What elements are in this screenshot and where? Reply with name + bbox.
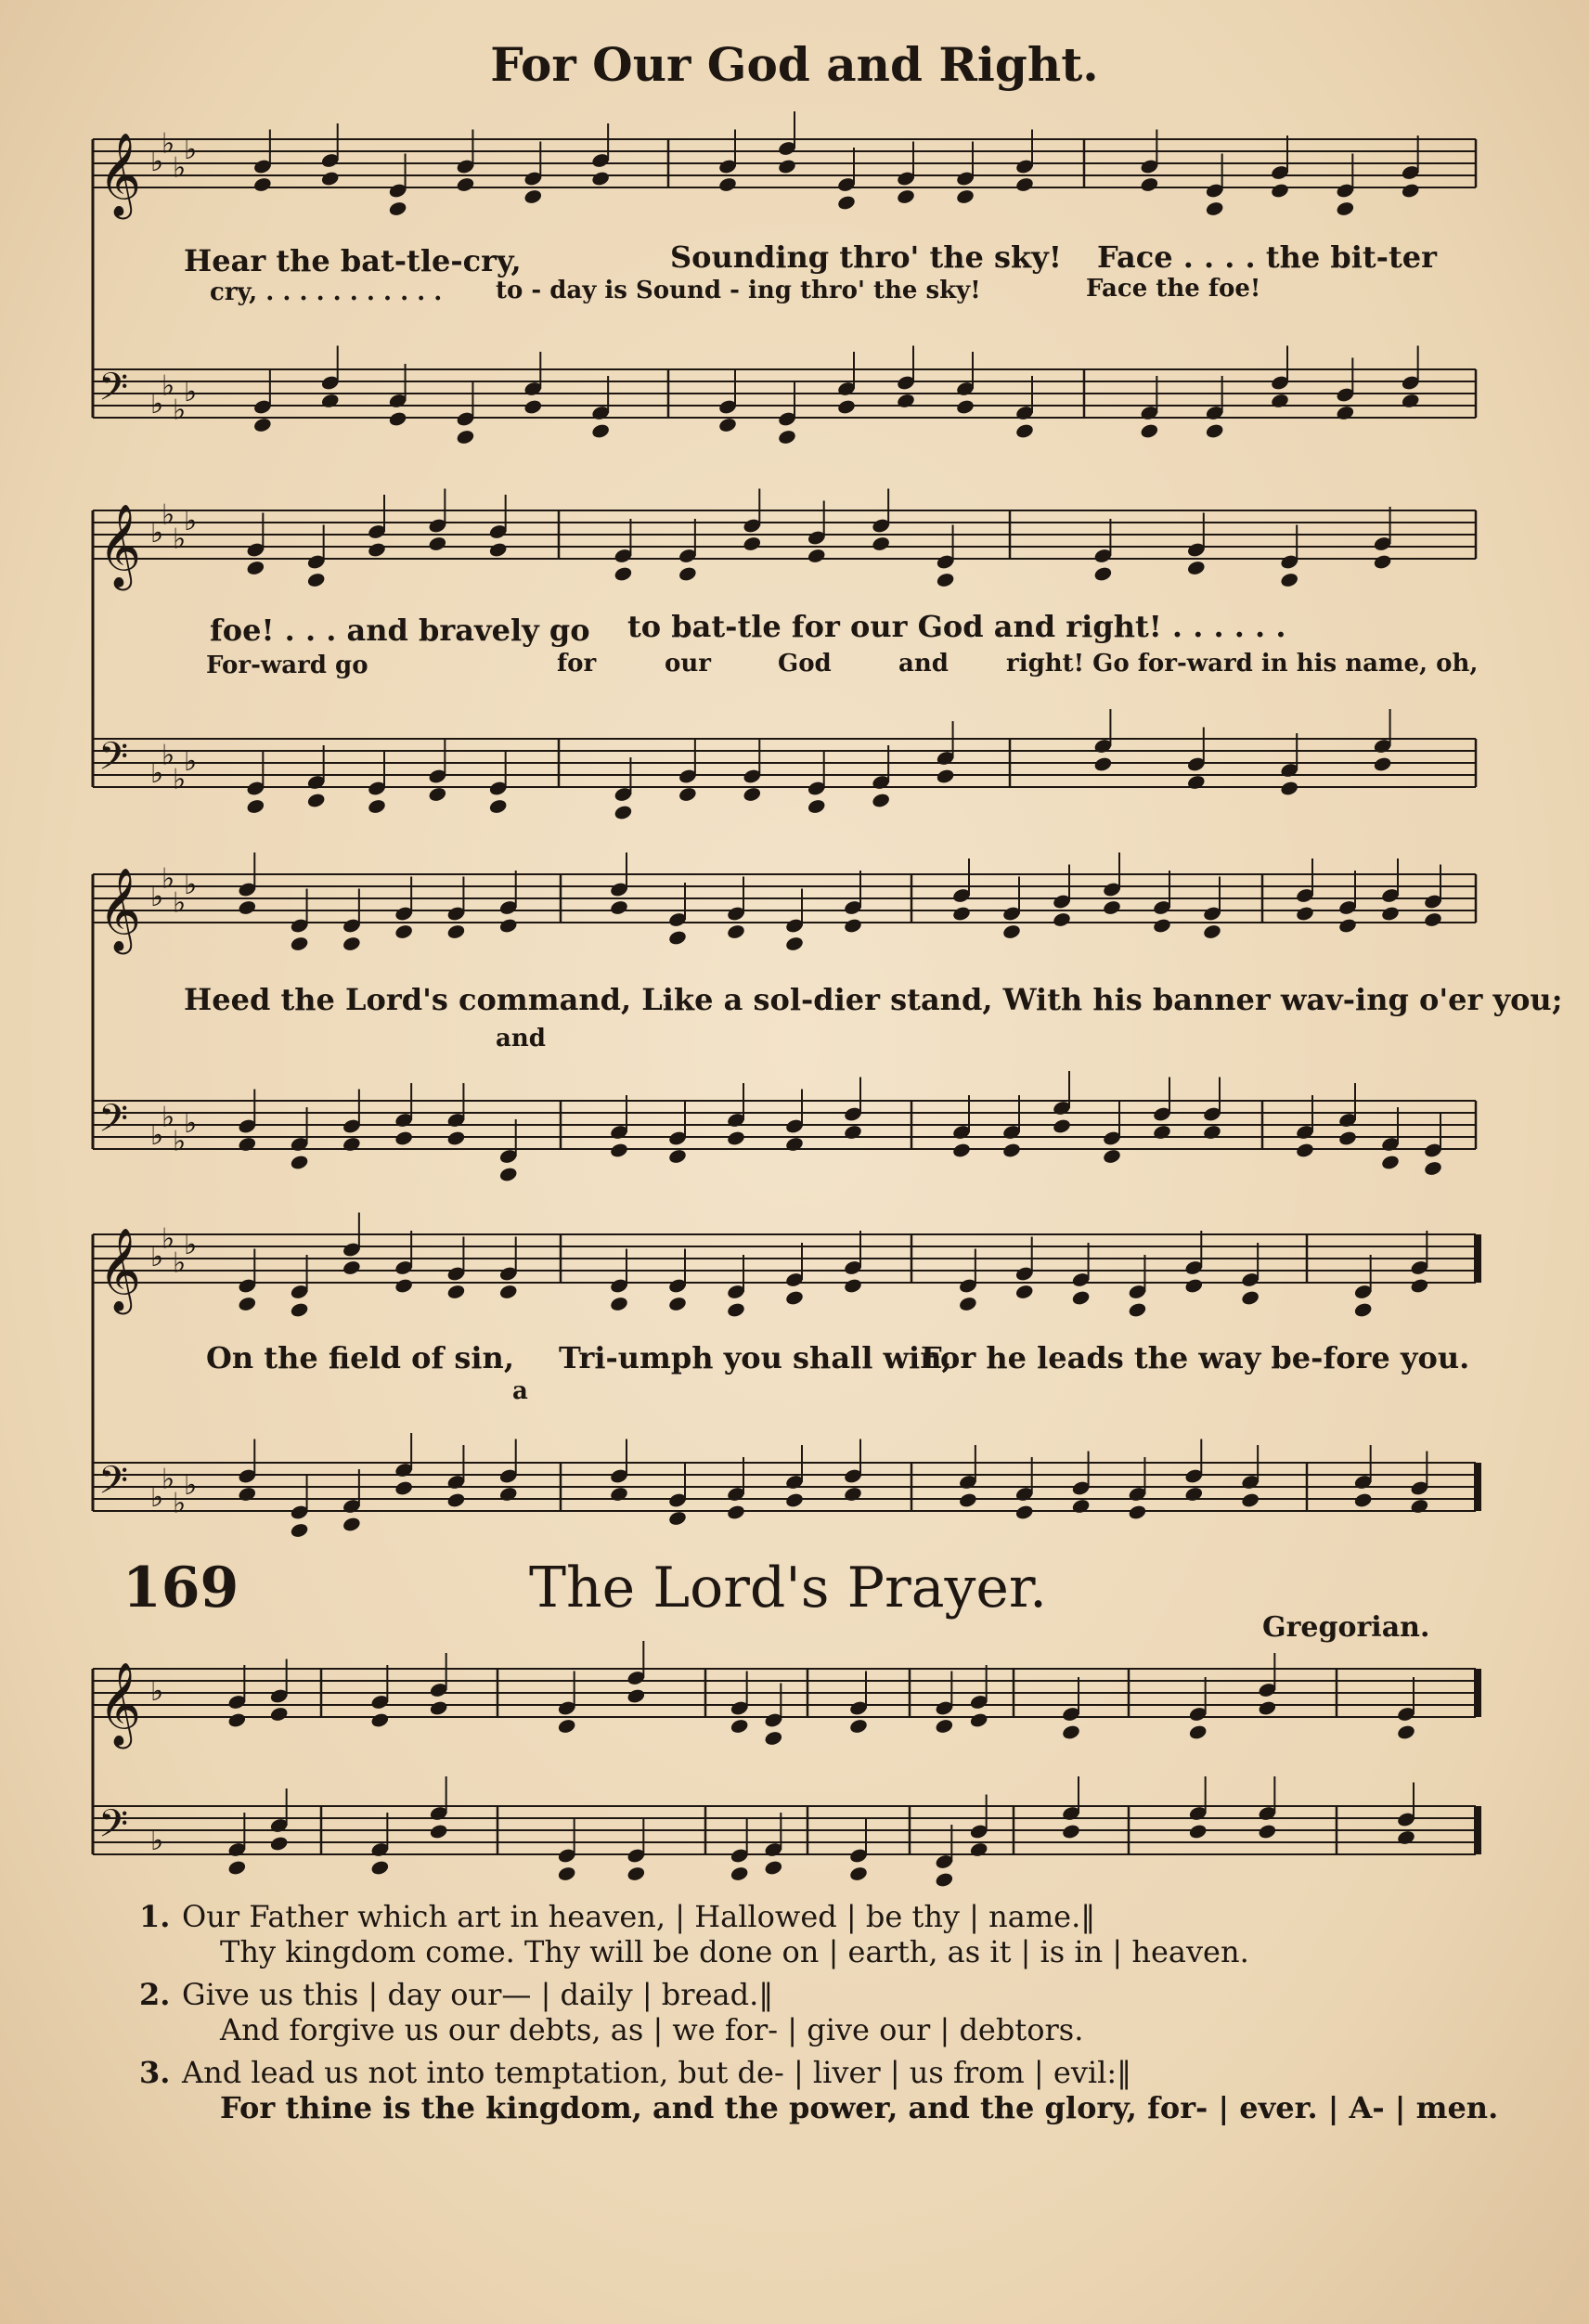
treble-clef-icon: 𝄞 <box>98 1662 142 1746</box>
note-head <box>388 410 407 427</box>
note-head <box>1184 1486 1204 1503</box>
note-head <box>1102 1148 1121 1165</box>
note-head <box>1102 899 1121 916</box>
note-head <box>935 1718 954 1735</box>
note-head <box>627 1866 646 1882</box>
note-head <box>784 1136 804 1153</box>
note-head <box>1093 565 1113 582</box>
flat-icon: ♭ <box>150 881 164 913</box>
verse-text: Thy kingdom come. Thy will be done on | earth, as it | is in | heaven. <box>220 1934 1249 1969</box>
note-head <box>498 1284 518 1300</box>
flat-icon: ♭ <box>173 1487 187 1520</box>
final-bar-line <box>1474 1669 1481 1717</box>
note-head <box>1188 1823 1208 1840</box>
note-head <box>955 188 975 205</box>
verse-text: And lead us not into temptation, but de- | liver | us from | evil:‖ <box>182 2055 1132 2090</box>
note-head <box>614 565 633 582</box>
note-head <box>614 804 633 820</box>
note-head <box>246 560 265 576</box>
verse-line <box>139 2055 1131 2090</box>
note-head <box>227 1711 247 1728</box>
verse-text: Give us this | day our— | daily | bread.‖ <box>182 1977 774 2012</box>
note-head <box>764 1730 783 1747</box>
note-head <box>848 1866 868 1882</box>
flat-icon: ♭ <box>150 757 164 790</box>
flat-icon: ♭ <box>161 739 175 772</box>
treble-clef-icon: 𝄞 <box>98 1228 142 1311</box>
flat-icon: ♭ <box>150 517 164 549</box>
hymn-title: For Our God and Right. <box>490 37 1099 92</box>
note-head <box>784 936 804 952</box>
note-head <box>394 1479 413 1496</box>
note-head <box>871 792 890 808</box>
note-head <box>836 398 856 415</box>
composer-credit: Gregorian. <box>1262 1611 1430 1644</box>
flat-icon: ♭ <box>161 862 175 896</box>
note-head <box>370 1859 390 1876</box>
note-head <box>1140 176 1159 193</box>
note-head <box>320 393 340 409</box>
note-head <box>958 1491 977 1508</box>
lyric-line-alt: Face the foe! <box>1086 275 1261 303</box>
lyric-line: For he leads the way be-fore you. <box>921 1340 1470 1375</box>
flat-icon: ♭ <box>150 1119 164 1152</box>
note-head <box>1280 572 1299 588</box>
note-head <box>523 398 543 415</box>
lyric-line-alt: our <box>665 650 711 678</box>
note-head <box>896 393 915 409</box>
note-head <box>1202 1124 1221 1141</box>
note-head <box>784 1491 804 1508</box>
note-head <box>394 1130 413 1146</box>
note-head <box>557 1718 576 1735</box>
note-head <box>590 170 610 187</box>
note-head <box>342 1516 361 1532</box>
note-head <box>1071 1289 1091 1306</box>
note-head <box>446 1130 466 1146</box>
note-head <box>936 768 955 784</box>
lyric-line-alt: and <box>496 1025 546 1052</box>
flat-icon: ♭ <box>150 1481 164 1514</box>
note-head <box>498 917 518 934</box>
note-head <box>1014 1284 1034 1300</box>
note-head <box>1061 1823 1080 1840</box>
note-head <box>1401 182 1420 199</box>
lyric-line: On the field of sin, <box>206 1340 514 1375</box>
note-head <box>590 422 610 439</box>
note-head <box>1270 393 1289 409</box>
note-head <box>1093 755 1113 772</box>
note-head <box>269 1835 289 1852</box>
note-head <box>958 1296 977 1312</box>
note-head <box>1152 1124 1171 1141</box>
note-head <box>388 200 407 217</box>
note-head <box>730 1866 749 1882</box>
flat-icon: ♭ <box>184 869 198 901</box>
note-head <box>394 1277 413 1294</box>
note-head <box>1061 1724 1080 1740</box>
note-head <box>1396 1724 1415 1740</box>
hymn-title: The Lord's Prayer. <box>529 1556 1048 1620</box>
bass-clef-icon: 𝄢 <box>98 365 129 419</box>
treble-clef-icon: 𝄞 <box>98 133 142 216</box>
note-head <box>1373 553 1392 570</box>
note-head <box>1240 1491 1260 1508</box>
note-head <box>1001 1142 1021 1158</box>
note-head <box>1337 1130 1357 1146</box>
note-head <box>1258 1823 1277 1840</box>
note-head <box>1014 176 1034 193</box>
lyric-line-alt: to - day is Sound - ing thro' the sky! <box>496 277 981 304</box>
note-head <box>428 786 447 803</box>
note-head <box>246 798 265 815</box>
note-head <box>1014 1504 1034 1520</box>
lyric-line-alt: God <box>778 650 832 678</box>
note-head <box>726 1130 745 1146</box>
flat-icon: ♭ <box>173 763 187 796</box>
treble-clef-icon: 𝄞 <box>98 868 142 951</box>
note-head <box>488 798 508 815</box>
flat-icon: ♭ <box>184 376 198 408</box>
note-head <box>370 1711 390 1728</box>
note-head <box>1205 422 1224 439</box>
lyric-line: to bat-tle for our God and right! . . . . . . <box>627 609 1286 644</box>
note-head <box>1401 393 1420 409</box>
note-head <box>557 1866 576 1882</box>
note-head <box>717 417 737 433</box>
note-head <box>843 1277 862 1294</box>
note-head <box>290 936 309 952</box>
note-head <box>609 1142 628 1158</box>
note-head <box>446 1284 466 1300</box>
flat-icon: ♭ <box>150 1675 164 1708</box>
note-head <box>1380 1154 1400 1170</box>
note-head <box>807 548 826 564</box>
note-head <box>306 572 326 588</box>
verse-line <box>139 1899 1095 1934</box>
note-head <box>627 1687 646 1704</box>
note-head <box>777 158 796 174</box>
note-head <box>843 1124 862 1141</box>
note-head <box>367 541 386 558</box>
treble-clef-icon: 𝄞 <box>98 504 142 587</box>
note-head <box>1140 422 1159 439</box>
note-head <box>456 176 475 193</box>
note-head <box>488 541 508 558</box>
note-head <box>1280 780 1299 796</box>
note-head <box>290 1154 309 1170</box>
note-head <box>678 786 697 803</box>
lyric-line: Sounding thro' the sky! <box>670 239 1062 275</box>
note-head <box>238 1296 257 1312</box>
note-head <box>678 565 697 582</box>
verse-text: Our Father which art in heaven, | Hallowed | be thy | name.‖ <box>182 1899 1096 1934</box>
note-head <box>342 936 361 952</box>
note-head <box>1337 917 1357 934</box>
note-head <box>1205 200 1224 217</box>
note-head <box>1071 1498 1091 1515</box>
verse-line <box>139 1977 773 2012</box>
note-head <box>667 1148 687 1165</box>
note-head <box>290 1301 309 1318</box>
note-head <box>1295 905 1314 922</box>
verse-text: For thine is the kingdom, and the power, and the glory, for- | ever. | A- | men. <box>220 2090 1499 2125</box>
flat-icon: ♭ <box>173 1246 187 1280</box>
note-head <box>730 1718 749 1735</box>
flat-icon: ♭ <box>173 394 187 427</box>
note-head <box>1270 182 1289 199</box>
note-head <box>252 176 272 193</box>
note-head <box>1014 422 1034 439</box>
verse-number: 2. <box>139 1977 171 2012</box>
flat-icon: ♭ <box>161 1101 175 1134</box>
flat-icon: ♭ <box>184 1469 198 1502</box>
note-head <box>269 1706 289 1723</box>
note-head <box>848 1718 868 1735</box>
lyric-line: Tri-umph you shall win, <box>559 1340 952 1375</box>
note-head <box>1380 905 1400 922</box>
note-head <box>1336 200 1355 217</box>
note-head <box>238 1486 257 1503</box>
lyric-line-alt: a <box>512 1377 528 1405</box>
note-head <box>836 194 856 211</box>
flat-icon: ♭ <box>184 134 198 166</box>
note-head <box>1396 1829 1415 1846</box>
flat-icon: ♭ <box>161 369 175 403</box>
note-head <box>238 899 257 916</box>
note-head <box>1410 1277 1429 1294</box>
note-head <box>955 398 975 415</box>
note-head <box>446 1491 466 1508</box>
flat-icon: ♭ <box>150 1825 164 1857</box>
note-head <box>609 1296 628 1312</box>
note-head <box>896 188 915 205</box>
note-head <box>1410 1498 1429 1515</box>
note-head <box>498 1486 518 1503</box>
note-head <box>1295 1142 1314 1158</box>
lyric-line-alt: for <box>557 650 597 678</box>
note-head <box>238 1136 257 1153</box>
flat-icon: ♭ <box>173 886 187 920</box>
lyric-line-alt: right! Go for-ward in his name, oh, <box>1006 650 1479 678</box>
note-head <box>743 536 762 552</box>
lyric-line: Hear the bat-tle-cry, <box>184 243 522 278</box>
note-head <box>523 188 543 205</box>
lyric-line-alt: For-ward go <box>206 652 368 679</box>
flat-icon: ♭ <box>150 1241 164 1273</box>
flat-icon: ♭ <box>184 1107 198 1140</box>
lyric-line: Face . . . . the bit-ter <box>1097 239 1437 275</box>
final-bar-line <box>1474 1463 1481 1511</box>
note-head <box>227 1859 247 1876</box>
verse-number: 3. <box>139 2055 171 2090</box>
flat-icon: ♭ <box>161 498 175 532</box>
note-head <box>1202 923 1221 940</box>
flat-icon: ♭ <box>150 388 164 420</box>
note-head <box>726 923 745 940</box>
note-head <box>936 572 955 588</box>
note-head <box>1258 1699 1277 1716</box>
note-head <box>394 923 413 940</box>
note-head <box>726 1301 745 1318</box>
flat-icon: ♭ <box>184 1229 198 1261</box>
note-head <box>1186 774 1206 791</box>
note-head <box>1423 911 1442 928</box>
note-head <box>306 792 326 808</box>
flat-icon: ♭ <box>173 1125 187 1158</box>
bass-clef-icon: 𝄢 <box>98 1801 129 1855</box>
final-bar-line <box>1474 1806 1481 1854</box>
verse-number: 1. <box>139 1899 171 1934</box>
note-head <box>367 798 386 815</box>
note-head <box>1001 923 1021 940</box>
hymn-number: 169 <box>123 1556 239 1620</box>
flat-icon: ♭ <box>161 1222 175 1256</box>
note-head <box>456 429 475 445</box>
note-head <box>969 1841 988 1858</box>
flat-icon: ♭ <box>161 1463 175 1496</box>
note-head <box>1052 1117 1071 1134</box>
verse-text: And forgive us our debts, as | we for- | give our | debtors. <box>220 2012 1084 2047</box>
note-head <box>743 786 762 803</box>
note-head <box>843 1486 862 1503</box>
note-head <box>609 1486 628 1503</box>
note-head <box>1423 1160 1442 1177</box>
bass-clef-icon: 𝄢 <box>98 1096 129 1150</box>
lyric-line: Heed the Lord's command, Like a sol-dier stand, With his banner wav-ing o'er you; <box>184 982 1563 1017</box>
note-head <box>1128 1504 1147 1520</box>
note-head <box>784 1289 804 1306</box>
note-head <box>1152 917 1171 934</box>
bass-clef-icon: 𝄢 <box>98 1458 129 1512</box>
lyric-line-alt: and <box>898 650 949 678</box>
flat-icon: ♭ <box>173 151 187 185</box>
note-head <box>429 1699 448 1716</box>
note-head <box>446 923 466 940</box>
flat-icon: ♭ <box>173 523 187 556</box>
note-head <box>667 1510 687 1527</box>
note-head <box>1052 911 1071 928</box>
lyric-line: foe! . . . and bravely go <box>210 613 590 648</box>
note-head <box>290 1522 309 1539</box>
note-head <box>935 1871 954 1888</box>
note-head <box>1184 1277 1204 1294</box>
note-head <box>1188 1724 1208 1740</box>
note-head <box>951 1142 971 1158</box>
note-head <box>726 1504 745 1520</box>
flat-icon: ♭ <box>184 745 198 778</box>
note-head <box>342 1259 361 1276</box>
note-head <box>777 429 796 445</box>
note-head <box>1336 405 1355 421</box>
note-head <box>764 1859 783 1876</box>
note-head <box>428 536 447 552</box>
flat-icon: ♭ <box>184 505 198 537</box>
flat-icon: ♭ <box>150 146 164 178</box>
note-head <box>969 1711 988 1728</box>
bass-clef-icon: 𝄢 <box>98 734 129 788</box>
note-head <box>1353 1301 1373 1318</box>
final-bar-line <box>1474 1234 1481 1283</box>
note-head <box>1240 1289 1260 1306</box>
note-head <box>717 176 737 193</box>
note-head <box>342 1136 361 1153</box>
note-head <box>429 1823 448 1840</box>
note-head <box>252 417 272 433</box>
flat-icon: ♭ <box>161 127 175 161</box>
note-head <box>667 929 687 946</box>
note-head <box>1353 1491 1373 1508</box>
note-head <box>609 899 628 916</box>
lyric-line-alt: cry, . . . . . . . . . . . <box>210 278 443 306</box>
note-head <box>1128 1301 1147 1318</box>
note-head <box>320 170 340 187</box>
note-head <box>843 917 862 934</box>
note-head <box>498 1166 518 1182</box>
note-head <box>1373 755 1392 772</box>
note-head <box>951 905 971 922</box>
note-head <box>1186 560 1206 576</box>
note-head <box>667 1296 687 1312</box>
note-head <box>871 536 890 552</box>
note-head <box>807 798 826 815</box>
